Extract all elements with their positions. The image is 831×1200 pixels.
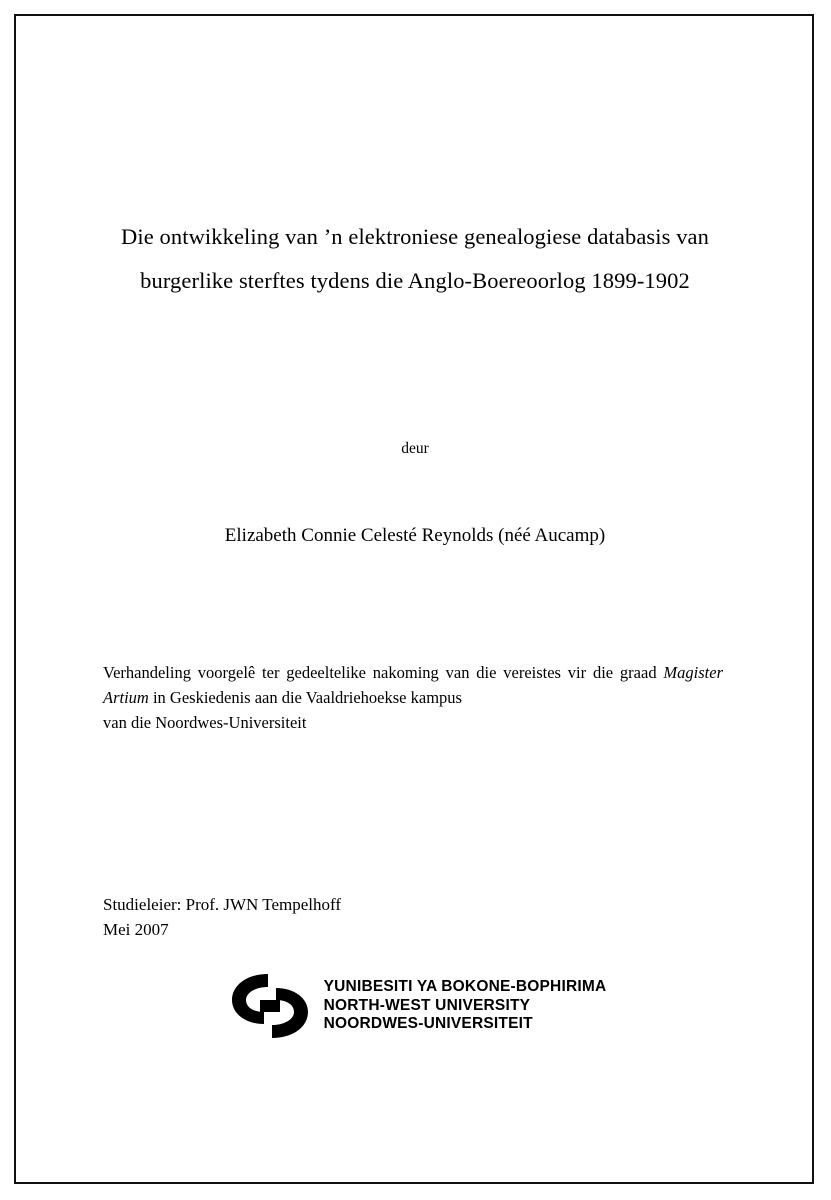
- author-name: Elizabeth Connie Celesté Reynolds (néé Aucamp): [224, 525, 606, 546]
- date-line: Mei 2007: [103, 920, 169, 939]
- page-title-line-1: Die ontwikkeling van ’n elektroniese genealogiese databasis van: [121, 224, 709, 249]
- degree-statement-part2: in Geskiedenis aan die Vaaldriehoekse kampus: [148, 688, 462, 707]
- degree-statement-paragraph: [103, 660, 723, 710]
- degree-statement: [103, 660, 723, 735]
- logo-line-1: YUNIBESITI YA BOKONE-BOPHIRIMA: [323, 978, 607, 996]
- university-logo: [100, 970, 730, 1042]
- nwu-logo-icon: [224, 970, 316, 1042]
- supervisor-block: [103, 892, 723, 942]
- university-logo-text: [324, 978, 607, 1034]
- by-label: deur: [401, 440, 429, 457]
- page-title: [100, 215, 730, 303]
- degree-name: Magister Artium: [103, 663, 723, 707]
- logo-line-2: NORTH-WEST UNIVERSITY: [323, 996, 531, 1014]
- title-page-content: [100, 40, 730, 1150]
- supervisor-line: Studieleier: Prof. JWN Tempelhoff: [103, 895, 342, 914]
- logo-line-3: NOORDWES-UNIVERSITEIT: [323, 1015, 533, 1033]
- degree-statement-part3: van die Noordwes-Universiteit: [103, 713, 307, 732]
- degree-statement-part1: Verhandeling voorgelê ter gedeeltelike nakoming van die vereistes vir die graad: [103, 663, 664, 682]
- page-title-line-2: burgerlike sterftes tydens die Anglo-Boereoorlog 1899-1902: [140, 268, 690, 293]
